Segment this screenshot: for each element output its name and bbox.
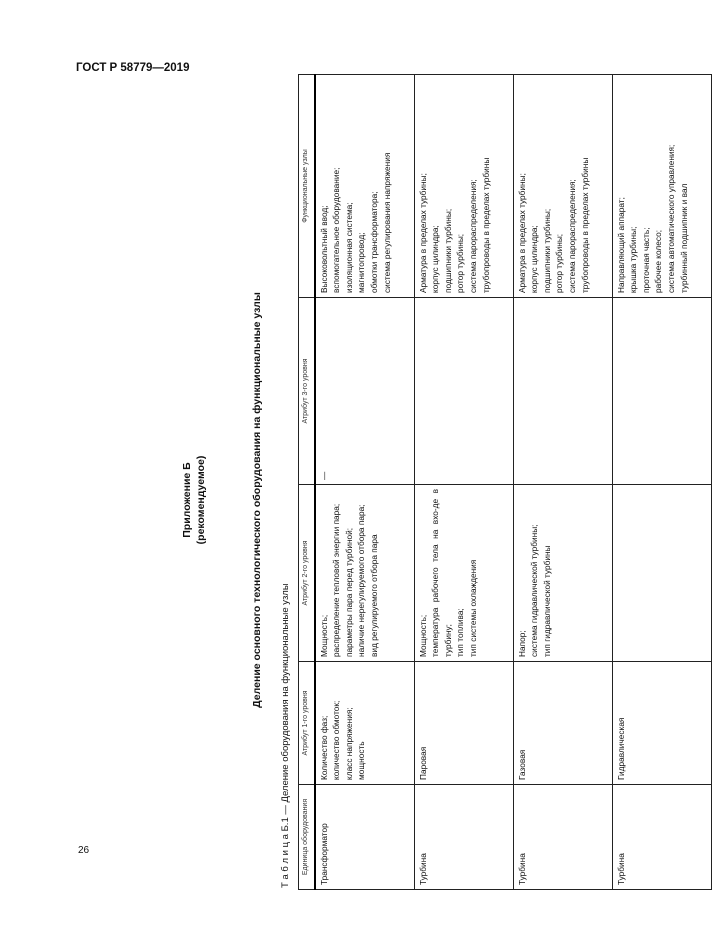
cell-text: Турбина [615,853,626,885]
table-cell-attr3 [315,298,415,485]
table-cell-attr1 [315,662,415,785]
cell-line: корпус цилиндра; [430,225,441,293]
annex-subtitle: (рекомендуемое) [195,455,207,545]
table-caption: Т а б л и ц а Б.1 — Деление оборудования на функциональные узлы [280,583,291,888]
cell-line: система автоматического управления; [665,144,676,293]
table-cell-nodes [414,75,513,298]
cell-line: вспомогательное оборудование; [331,167,342,293]
cell-line: корпус цилиндра; [529,225,540,293]
table-cell-attr2 [315,485,415,662]
cell-line: трубопроводы в пределах турбины [480,157,491,293]
cell-line: подшипники турбины; [541,208,552,293]
col-header-unit: Единица оборудования [299,785,315,890]
cell-line: Гидравлическая [615,717,626,780]
table-cell-nodes [315,75,415,298]
cell-line: наличие нерегулируемого отбора пара; [356,504,367,657]
cell-line: крышка турбины; [628,226,639,293]
table-cell-unit [315,785,415,890]
col-header-nodes: Функциональные узлы [299,75,315,298]
cell-text: Турбина [417,853,428,885]
col-header-attr2: Атрибут 2-го уровня [299,485,315,662]
cell-line: система парораспределения; [467,179,478,293]
cell-line: количество обмоток; [331,700,342,780]
col-header-attr1: Атрибут 1-го уровня [299,662,315,785]
table-cell-attr3 [414,298,513,485]
cell-line: тип гидравлической турбины [541,545,552,657]
cell-line: система гидравлической турбины; [529,524,540,657]
cell-line: Арматура в пределах турбины; [516,173,527,293]
cell-line: система парораспределения; [566,179,577,293]
cell-line: — [318,471,329,480]
cell-line: Арматура в пределах турбины; [417,173,428,293]
table-cell-unit [612,785,711,890]
cell-text: Турбина [516,853,527,885]
table-cell-unit [513,785,612,890]
table-row [513,75,612,890]
cell-line: температура рабочего тела на вхо-де в турбину; [430,489,453,657]
table-cell-attr2 [612,485,711,662]
table-cell-attr1 [414,662,513,785]
cell-line: ротор турбины; [455,233,466,293]
cell-line: вид регулируемого отбора пара [368,534,379,657]
cell-line: проточная часть; [640,227,651,293]
cell-line: Направляющий аппарат; [615,197,626,293]
cell-line: класс напряжения; [343,707,354,780]
table-body [315,75,712,890]
page-number: 26 [78,845,90,856]
table-cell-attr3 [612,298,711,485]
cell-line: ротор турбины; [554,233,565,293]
table-cell-attr2 [513,485,612,662]
table-cell-nodes [612,75,711,298]
cell-line: Высоковольтный ввод; [318,205,329,293]
cell-text: Трансформатор [318,823,329,885]
table-cell-attr1 [513,662,612,785]
table-cell-attr3 [513,298,612,485]
cell-line: тип системы охлаждения [467,559,478,657]
cell-line: параметры пара перед турбиной; [343,527,354,657]
rotated-page-content [155,110,689,890]
document-code: ГОСТ Р 58779—2019 [76,62,190,74]
cell-line: Количество фаз; [318,715,329,780]
cell-line: Мощность; [318,614,329,657]
cell-line: подшипники турбины; [442,208,453,293]
cell-line: система регулирования напряжения [381,152,392,293]
cell-line: распределение тепловой энергии пара; [331,503,342,657]
section-title: Деление основного технологического оборудования на функциональные узлы [251,292,263,708]
cell-line: трубопроводы в пределах турбины [579,157,590,293]
cell-line: обмотки трансформатора; [368,191,379,293]
annex-title: Приложение Б [181,462,193,538]
cell-line: рабочее колесо; [653,229,664,293]
cell-line: Напор; [516,630,527,657]
cell-line: Мощность; [417,614,428,657]
table-cell-attr2 [414,485,513,662]
cell-line: изоляционная система; [343,202,354,293]
cell-line: мощность [356,741,367,780]
table-row [315,75,415,890]
cell-line: турбинный подшипник и вал [678,183,689,293]
cell-line: Газовая [516,749,527,780]
table-row [612,75,711,890]
table-cell-nodes [513,75,612,298]
table-row [414,75,513,890]
cell-line: тип топлива; [455,608,466,657]
table-cell-attr1 [612,662,711,785]
table-header-row [299,75,315,890]
equipment-table [298,74,712,890]
col-header-attr3: Атрибут 3-го уровня [299,298,315,485]
cell-line: магнитопровод; [356,232,367,293]
table-cell-unit [414,785,513,890]
cell-line: Паровая [417,746,428,780]
